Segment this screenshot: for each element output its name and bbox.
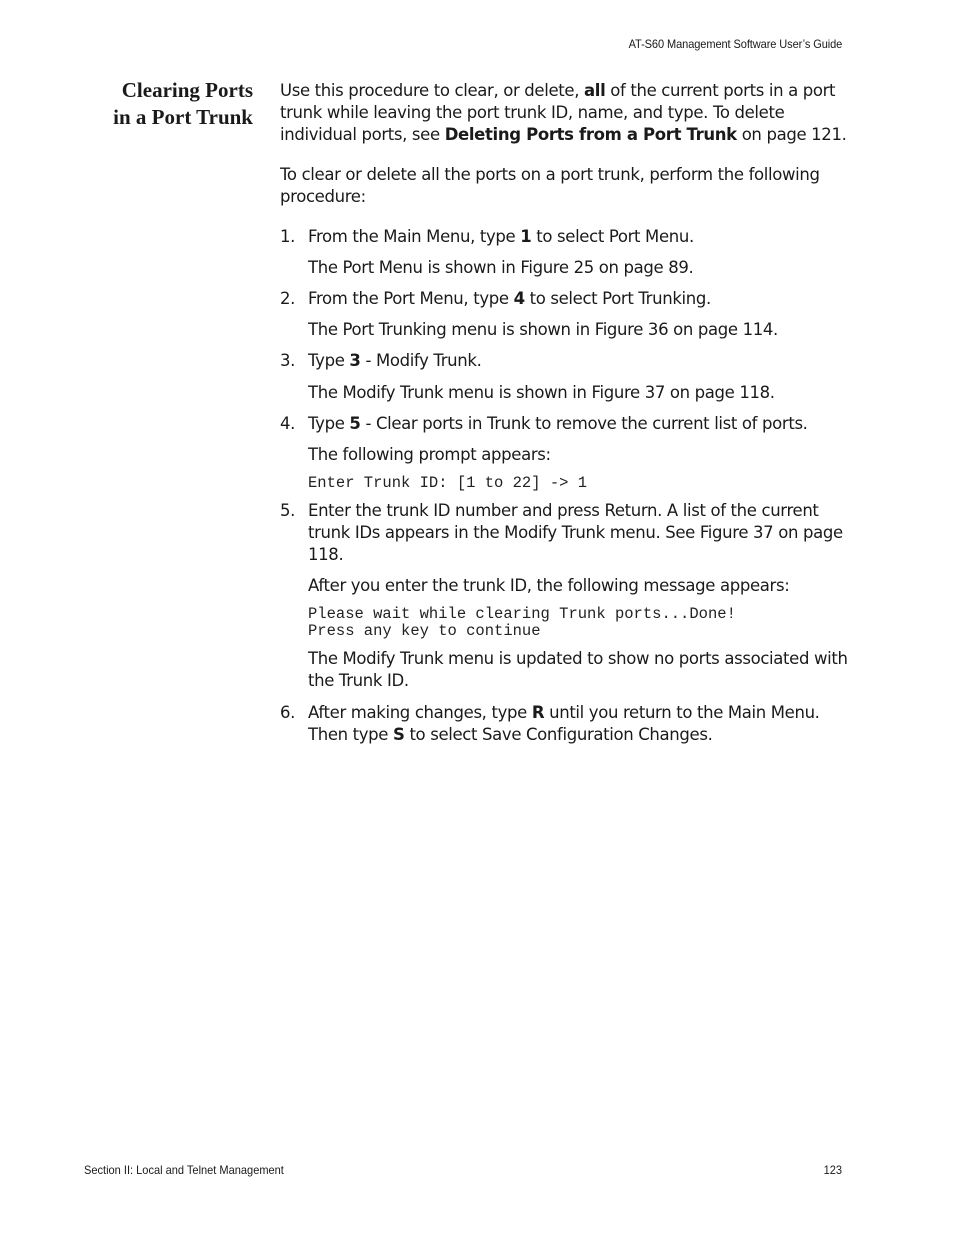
intro-text: Use this procedure to clear, or delete, bbox=[280, 81, 584, 100]
step-5 bbox=[280, 500, 850, 566]
step-key: 3 bbox=[349, 351, 361, 370]
running-header: AT-S60 Management Software User’s Guide bbox=[628, 37, 842, 51]
cross-reference-link[interactable]: Deleting Ports from a Port Trunk bbox=[444, 125, 737, 144]
step-number: 3. bbox=[280, 351, 296, 370]
step-3 bbox=[280, 350, 850, 372]
step-1 bbox=[280, 226, 850, 248]
step-5-note-2: The Modify Trunk menu is updated to show no ports associated with the Trunk ID. bbox=[308, 649, 848, 690]
intro-bold-all: all bbox=[583, 81, 606, 100]
step-2 bbox=[280, 288, 850, 310]
procedure-intro: To clear or delete all the ports on a port trunk, perform the following procedure: bbox=[280, 165, 820, 206]
message-code-line-1: Please wait while clearing Trunk ports...Done! bbox=[308, 605, 736, 623]
step-number: 4. bbox=[280, 414, 296, 433]
section-heading-line-2: in a Port Trunk bbox=[113, 105, 253, 129]
step-text: Enter the trunk ID number and press Return. A list of the current trunk IDs appears in the Modify Trunk menu. See Figure 37 on page 118. bbox=[308, 501, 843, 564]
step-2-note: The Port Trunking menu is shown in Figure 36 on page 114. bbox=[308, 320, 778, 339]
step-1-note: The Port Menu is shown in Figure 25 on page 89. bbox=[308, 258, 694, 277]
footer-section: Section II: Local and Telnet Management bbox=[84, 1163, 284, 1177]
message-code-line-2: Press any key to continue bbox=[308, 622, 541, 640]
step-text: to select Save Configuration Changes. bbox=[404, 725, 713, 744]
step-4 bbox=[280, 413, 850, 435]
step-key: 5 bbox=[349, 414, 361, 433]
section-heading-line-1: Clearing Ports bbox=[121, 78, 253, 102]
step-text: to select Port Trunking. bbox=[524, 289, 711, 308]
step-text: - Clear ports in Trunk to remove the current list of ports. bbox=[360, 414, 808, 433]
step-text: - Modify Trunk. bbox=[360, 351, 482, 370]
step-number: 2. bbox=[280, 289, 296, 308]
page-number: 123 bbox=[823, 1163, 842, 1177]
prompt-code: Enter Trunk ID: [1 to 22] -> 1 bbox=[308, 474, 588, 492]
step-text: From the Port Menu, type bbox=[308, 289, 514, 308]
step-key: R bbox=[531, 703, 545, 722]
step-text: After making changes, type bbox=[308, 703, 532, 722]
step-number: 1. bbox=[280, 227, 296, 246]
step-key: 1 bbox=[520, 227, 532, 246]
step-key: 4 bbox=[513, 289, 525, 308]
step-text: to select Port Menu. bbox=[531, 227, 694, 246]
step-text: Type bbox=[308, 351, 350, 370]
step-text: Type bbox=[308, 414, 350, 433]
step-number: 5. bbox=[280, 501, 296, 520]
body-content bbox=[280, 80, 850, 746]
intro-text: on page 121. bbox=[736, 125, 847, 144]
step-number: 6. bbox=[280, 703, 296, 722]
step-text: until you return to the Main Menu. Then type bbox=[308, 703, 820, 744]
step-3-note: The Modify Trunk menu is shown in Figure 37 on page 118. bbox=[308, 383, 775, 402]
section-heading bbox=[60, 77, 253, 131]
step-5-note: After you enter the trunk ID, the following message appears: bbox=[308, 576, 790, 595]
step-6 bbox=[280, 702, 850, 746]
step-key: S bbox=[393, 725, 405, 744]
intro-paragraph bbox=[280, 80, 850, 146]
intro-text: of the current ports in a port trunk while leaving the port trunk ID, name, and type. To delete individual ports, see bbox=[280, 81, 836, 144]
step-4-note: The following prompt appears: bbox=[308, 445, 551, 464]
step-text: From the Main Menu, type bbox=[308, 227, 521, 246]
